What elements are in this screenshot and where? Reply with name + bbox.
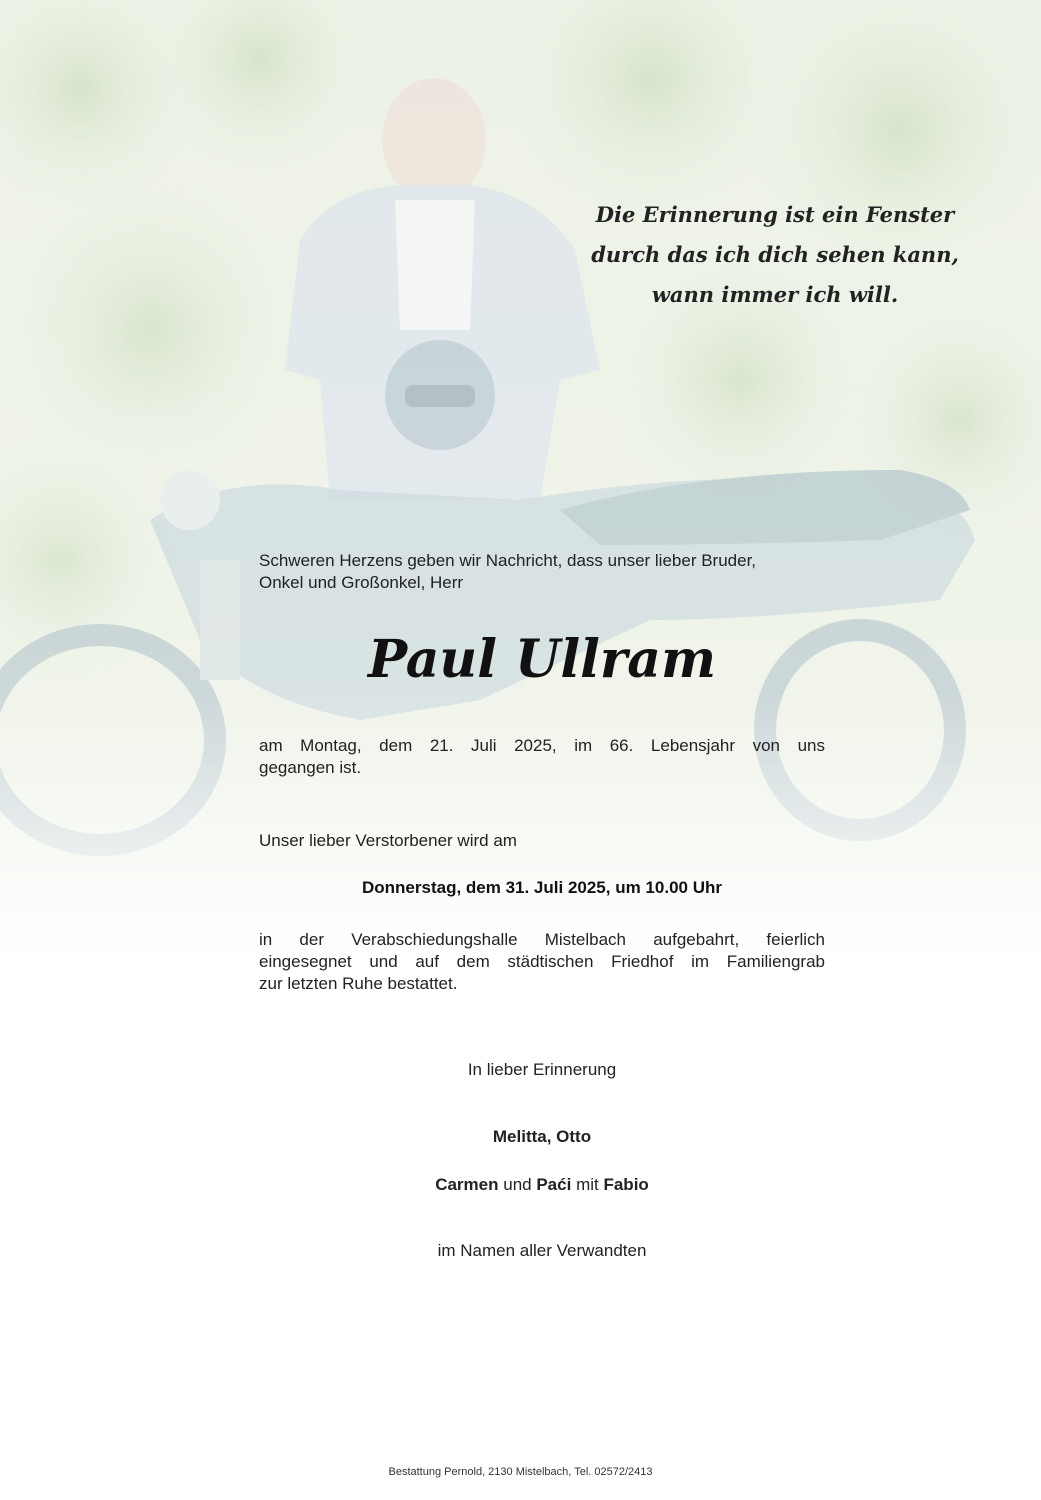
quote-line: wann immer ich will. — [651, 282, 899, 307]
mourners-line-2 — [259, 1175, 825, 1195]
burial-line: zur letzten Ruhe bestattet. — [259, 974, 458, 993]
burial-line: eingesegnet und auf dem städtischen Friedhof im Familiengrab — [259, 952, 825, 971]
quote-line: durch das ich dich sehen kann, — [591, 242, 959, 267]
death-notice — [259, 735, 825, 779]
lying-in-state-text: Unser lieber Verstorbener wird am — [259, 831, 517, 850]
death-line: am Montag, dem 21. Juli 2025, im 66. Lebensjahr von uns — [259, 736, 825, 755]
burial-text — [259, 929, 825, 995]
funeral-home-footer: Bestattung Pernold, 2130 Mistelbach, Tel. 02572/2413 — [388, 1466, 653, 1478]
quote-line: Die Erinnerung ist ein Fenster — [595, 202, 955, 227]
death-line: gegangen ist. — [259, 758, 362, 777]
service-date: Donnerstag, dem 31. Juli 2025, um 10.00 Uhr — [362, 878, 722, 897]
mourners-line-1: Melitta, Otto — [492, 1127, 592, 1146]
mourner-name: Carmen — [435, 1175, 499, 1194]
announcement-intro — [259, 550, 825, 594]
conjunction: und — [503, 1175, 532, 1194]
relatives-label: im Namen aller Verwandten — [437, 1241, 647, 1260]
burial-line: in der Verabschiedungshalle Mistelbach aufgebahrt, feierlich — [259, 930, 825, 949]
intro-line: Schweren Herzens geben wir Nachricht, dass unser lieber Bruder, — [259, 551, 757, 570]
intro-line: Onkel und Großonkel, Herr — [259, 573, 464, 592]
conjunction: mit — [576, 1175, 599, 1194]
mourner-name: Fabio — [603, 1175, 649, 1194]
memory-label: In lieber Erinnerung — [467, 1060, 617, 1079]
mourner-name: Paći — [536, 1175, 572, 1194]
memorial-quote — [560, 195, 990, 315]
deceased-name: Paul Ullram — [367, 629, 717, 690]
